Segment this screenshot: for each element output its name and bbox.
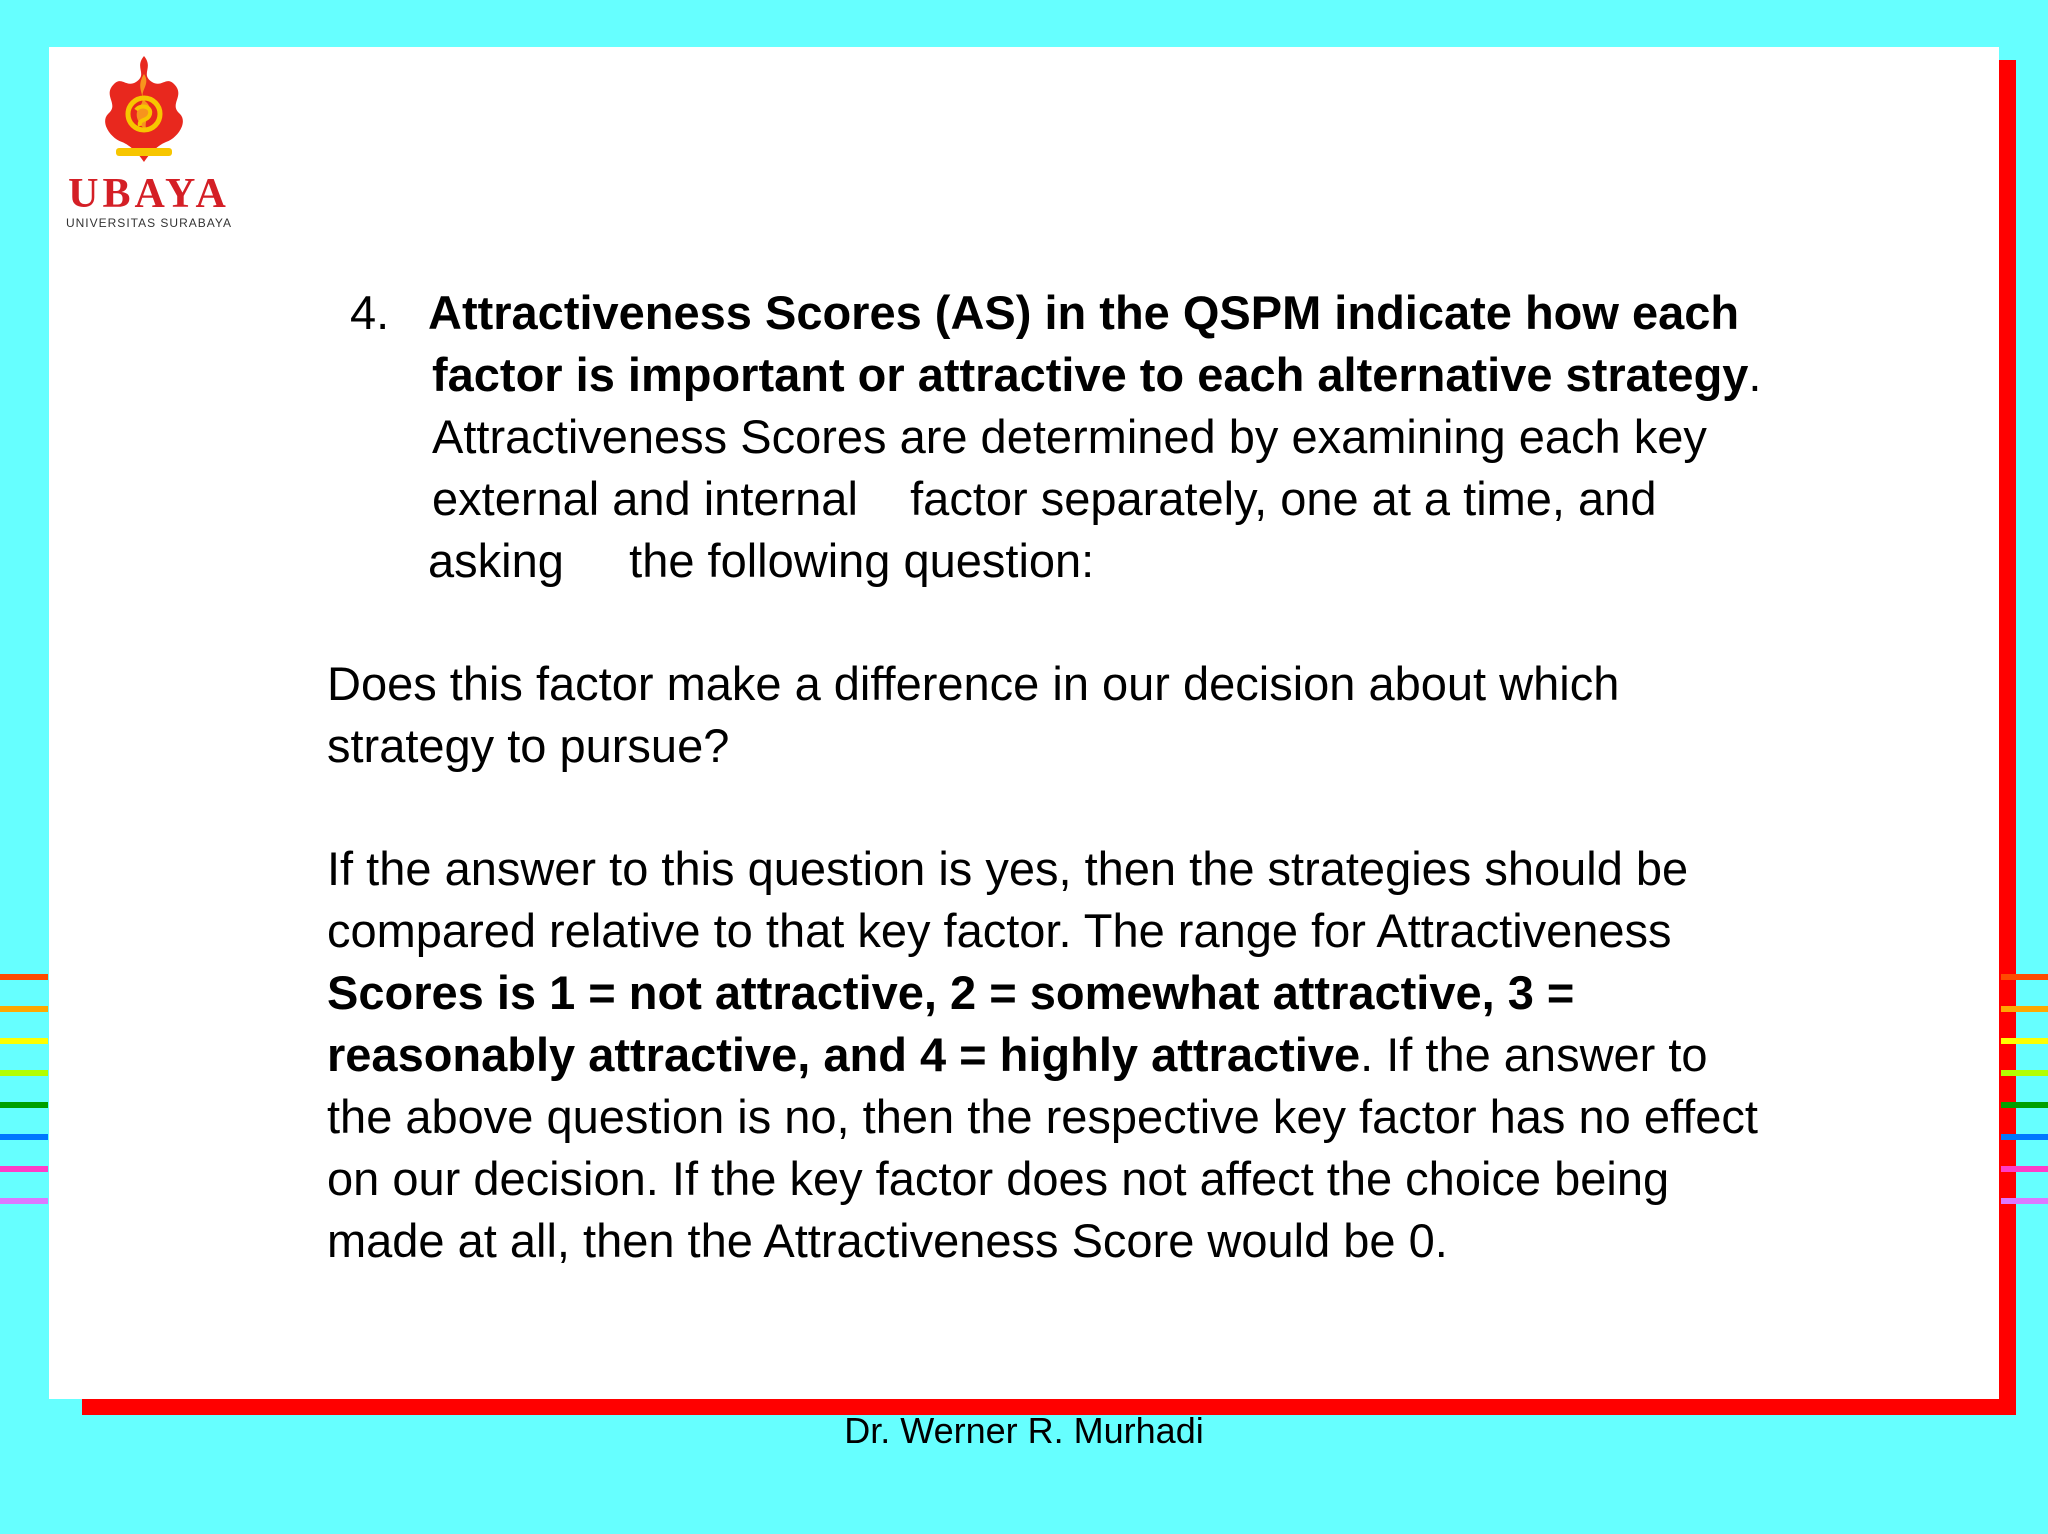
item-line-3: Attractiveness Scores are determined by examining each key [432,410,1707,463]
stripe [2001,1198,2048,1204]
stripe [0,1198,48,1204]
flame-emblem-icon [96,52,192,164]
answer-line-4-bold: reasonably attractive, and 4 = highly attractive [327,1028,1361,1081]
stripe [2001,1166,2048,1172]
answer-line-4-tail: . If the answer to [1360,1028,1708,1081]
logo-title: UBAYA [68,171,230,217]
stripe [2001,1102,2048,1108]
stripes-left [0,974,48,1230]
footer-author: Dr. Werner R. Murhadi [844,1410,1204,1451]
answer-line-2: compared relative to that key factor. The range for Attractiveness [327,904,1672,957]
stripe [0,1134,48,1140]
stripe [0,1070,48,1076]
list-number: 4. [350,286,390,339]
stripe [2001,1038,2048,1044]
answer-line-7: made at all, then the Attractiveness Score would be 0. [327,1214,1448,1267]
answer-line-5: the above question is no, then the respective key factor has no effect [327,1090,1758,1143]
stripe [2001,1006,2048,1012]
stripe [2001,1070,2048,1076]
stripe [2001,1134,2048,1140]
item-line-1: Attractiveness Scores (AS) in the QSPM indicate how each [428,286,1740,339]
logo-subtitle: UNIVERSITAS SURABAYA [65,216,233,230]
item-line-4: external and internal factor separately, one at a time, and [432,472,1657,525]
question-line-2: strategy to pursue? [327,719,730,772]
university-logo [54,52,244,232]
question-line-1: Does this factor make a difference in our decision about which [327,657,1620,710]
stripe [0,1102,48,1108]
stripe [0,1006,48,1012]
answer-line-4 [327,1024,1708,1086]
stripes-right [2001,974,2048,1230]
item-line-2-bold: factor is important or attractive to each alternative strategy [432,348,1749,401]
answer-line-1: If the answer to this question is yes, then the strategies should be [327,842,1689,895]
stripe [2001,974,2048,980]
stripe [0,974,48,980]
answer-line-3: Scores is 1 = not attractive, 2 = somewhat attractive, 3 = [327,966,1575,1019]
item-line-2-tail: . [1748,348,1762,401]
item-line-5: asking the following question: [428,534,1095,587]
stripe [0,1166,48,1172]
item-line-2 [432,344,1761,406]
stripe [0,1038,48,1044]
answer-line-6: on our decision. If the key factor does not affect the choice being [327,1152,1670,1205]
